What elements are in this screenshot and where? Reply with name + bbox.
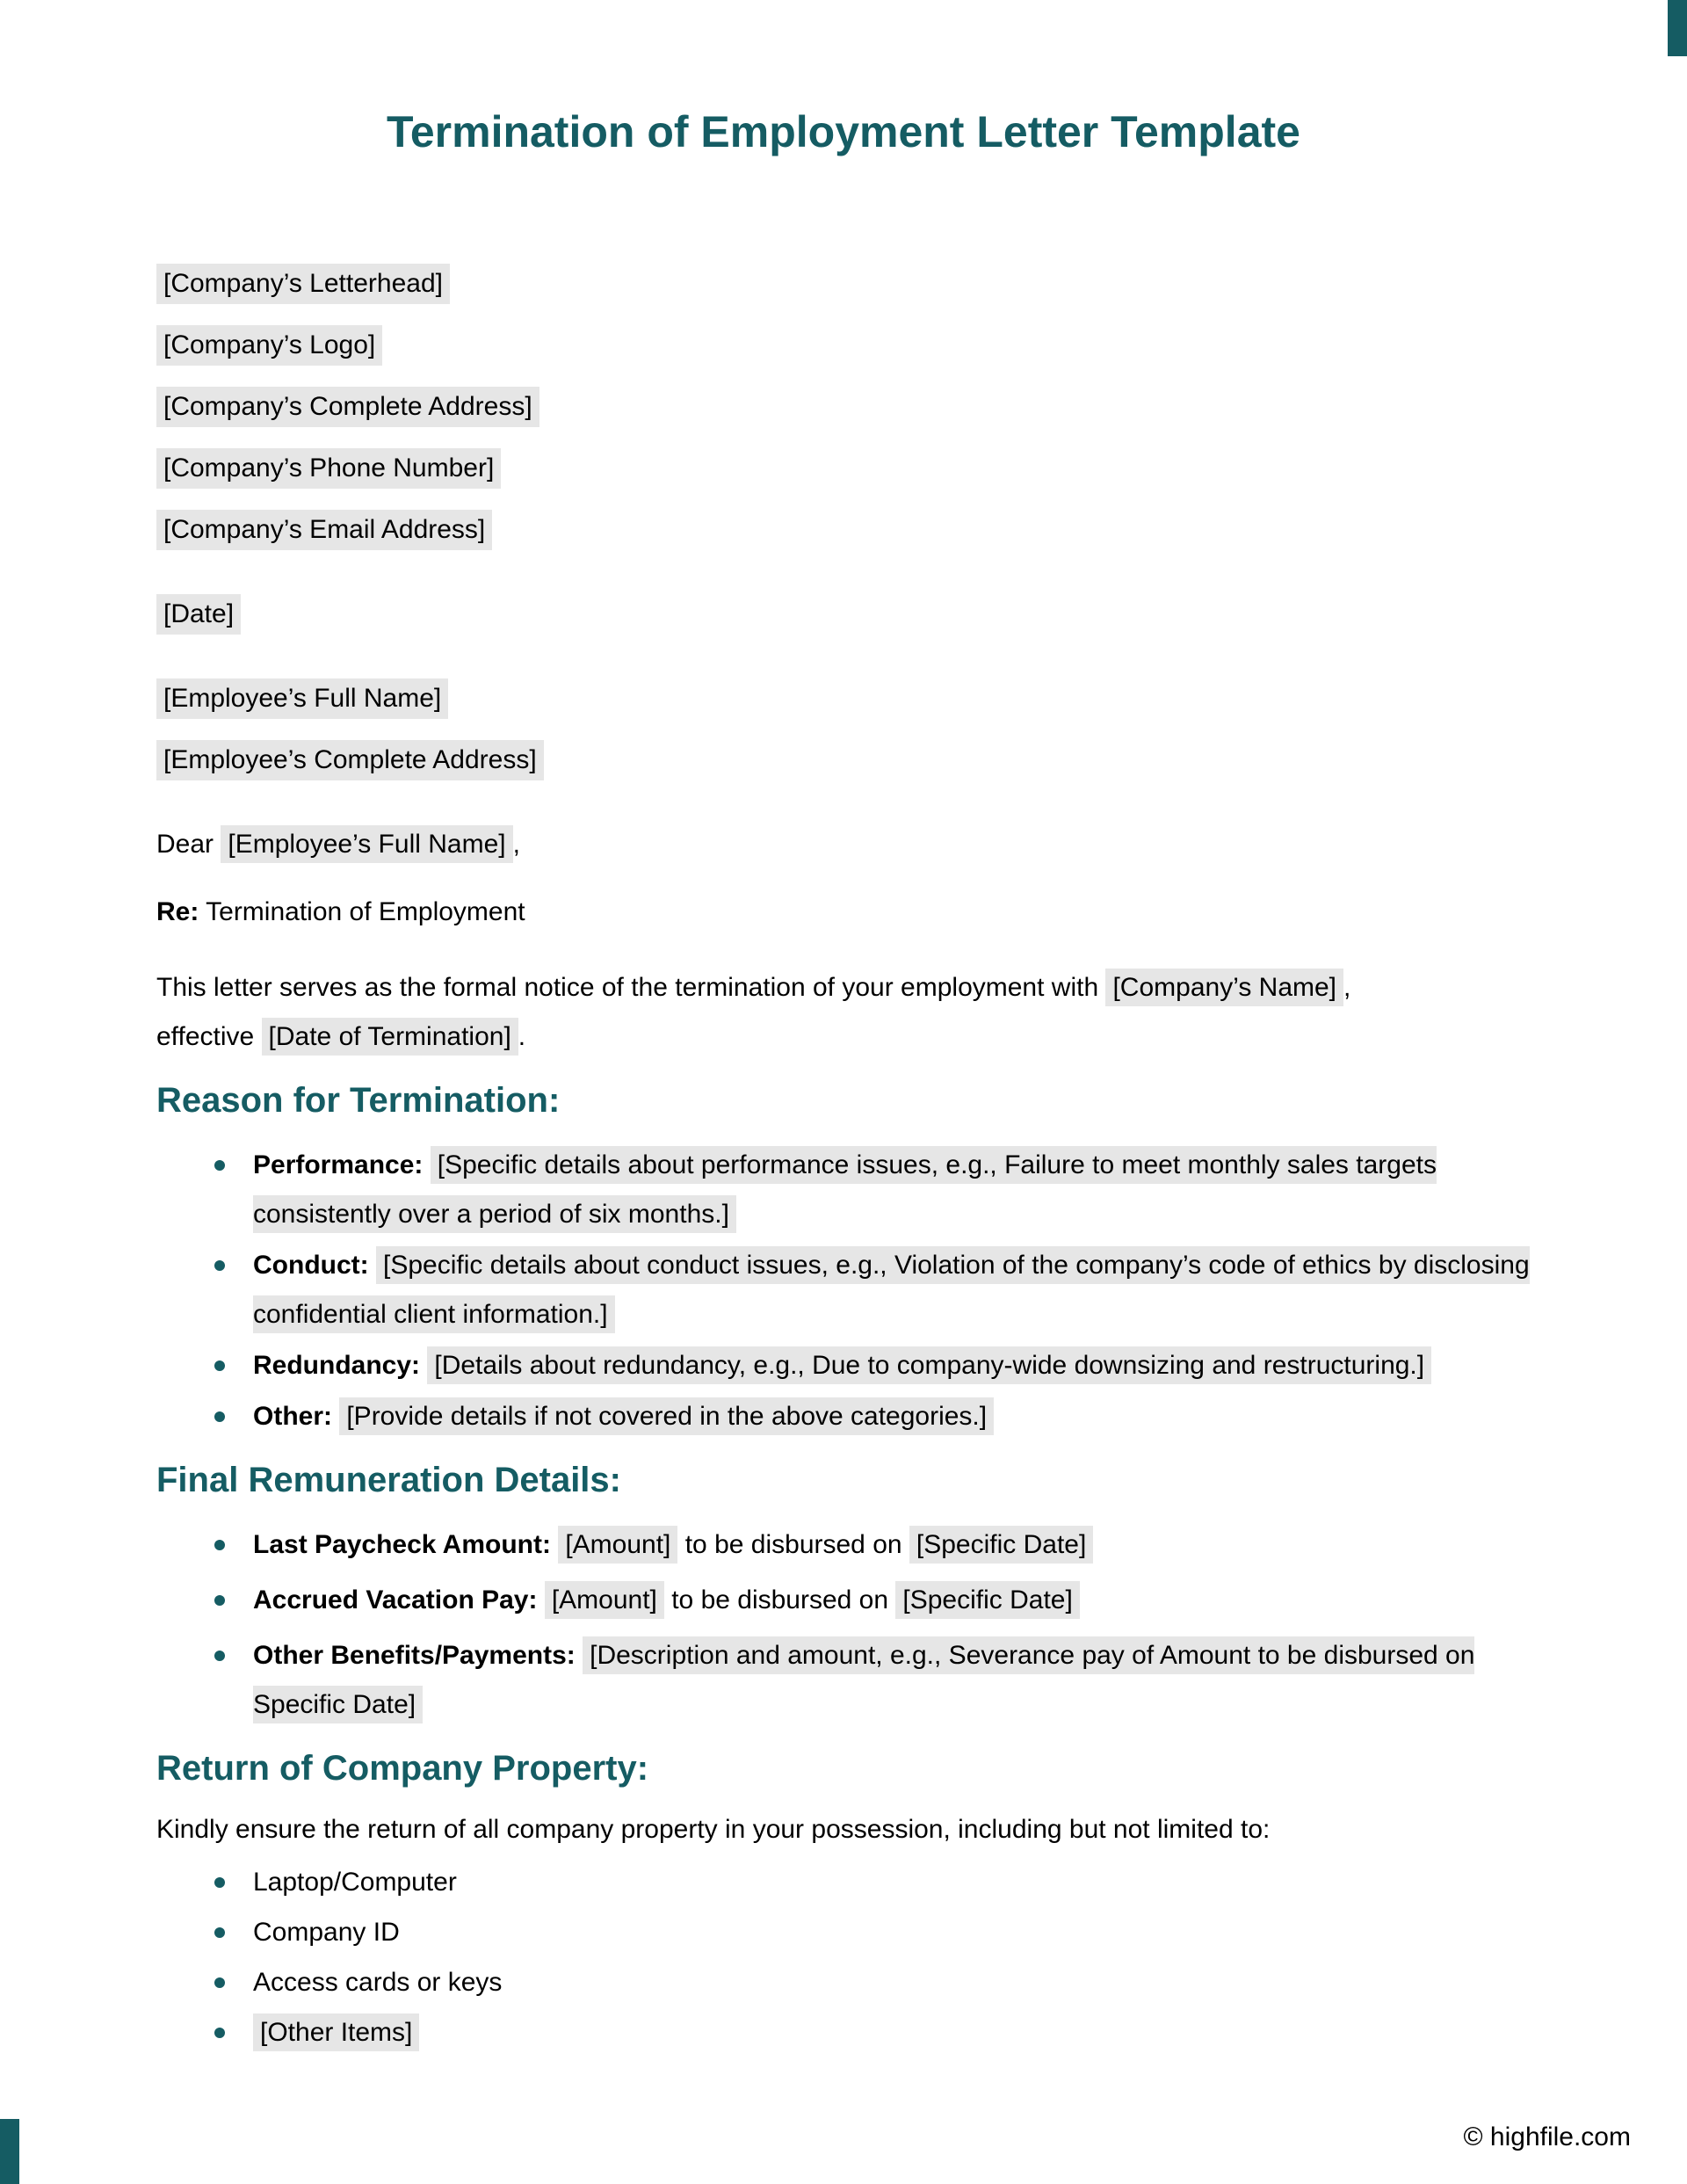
date-placeholder: [Date]: [156, 594, 241, 635]
bullet-item-vacation-pay: [156, 1576, 1589, 1625]
placeholder-highlight: [Provide details if not covered in the above categories.]: [339, 1397, 994, 1435]
company-address-placeholder: [Company’s Complete Address]: [156, 387, 539, 427]
recipient-block: [156, 678, 1589, 780]
corner-accent-bottom-left: [0, 2119, 19, 2184]
reason-bullet-list: [156, 1141, 1589, 1441]
subject-line: [156, 896, 1589, 928]
remuneration-bullet-list: [156, 1520, 1589, 1730]
property-intro-paragraph: Kindly ensure the return of all company property in your possession, including but not limited to:: [156, 1815, 1271, 1844]
placeholder-highlight: [Details about redundancy, e.g., Due to company-wide downsizing and restructuring.]: [427, 1346, 1431, 1384]
bullet-label: Other:: [253, 1402, 332, 1431]
subject-text: Termination of Employment: [199, 897, 525, 926]
footer-credit: © highfile.com: [1463, 2122, 1631, 2151]
termination-date-placeholder: [Date of Termination]: [262, 1018, 518, 1056]
company-email-placeholder: [Company’s Email Address]: [156, 510, 492, 550]
bullet-label: Redundancy:: [253, 1351, 421, 1380]
letterhead-line: [156, 387, 1589, 427]
section-heading-reason: Reason for Termination:: [156, 1081, 561, 1120]
salutation-prefix: Dear: [156, 830, 221, 859]
intro-text: , effective: [156, 973, 1351, 1051]
bullet-item-laptop: [156, 1858, 1589, 1907]
bullet-text: Company ID: [253, 1918, 400, 1947]
other-items-placeholder: [Other Items]: [253, 2013, 419, 2051]
bullet-item-other: [156, 1392, 1589, 1441]
subject-label: Re:: [156, 897, 199, 926]
salutation-line: [156, 824, 1589, 865]
company-phone-placeholder: [Company’s Phone Number]: [156, 448, 501, 489]
recipient-address-line: [156, 740, 1589, 780]
intro-text: .: [518, 1022, 526, 1051]
bullet-item-other-items: [156, 2008, 1589, 2057]
bullet-item-company-id: [156, 1908, 1589, 1957]
employee-name-placeholder: [Employee’s Full Name]: [156, 678, 448, 719]
recipient-name-line: [156, 678, 1589, 719]
letterhead-line: [156, 510, 1589, 550]
bullet-text: to be disbursed on: [677, 1530, 909, 1559]
bullet-item-performance: [156, 1141, 1589, 1239]
letterhead-line: [156, 325, 1589, 366]
company-letterhead-placeholder: [Company’s Letterhead]: [156, 264, 450, 304]
placeholder-highlight: [Specific details about conduct issues, e.g., Violation of the company’s code of ethics by disclosing confidential client information.]: [253, 1246, 1530, 1333]
bullet-label: Performance:: [253, 1150, 424, 1179]
employee-name-placeholder: [Employee’s Full Name]: [221, 825, 512, 863]
bullet-item-last-paycheck: [156, 1520, 1589, 1570]
page-title: Termination of Employment Letter Template: [387, 107, 1300, 156]
intro-paragraph: [156, 963, 1439, 1062]
bullet-item-access-cards: [156, 1958, 1589, 2007]
company-logo-placeholder: [Company’s Logo]: [156, 325, 382, 366]
specific-date-placeholder: [Specific Date]: [909, 1526, 1093, 1564]
letterhead-line: [156, 448, 1589, 489]
letterhead-block: [156, 264, 1589, 550]
salutation-suffix: ,: [512, 830, 520, 859]
property-bullet-list: [156, 1858, 1589, 2057]
bullet-label: Accrued Vacation Pay:: [253, 1585, 538, 1614]
amount-placeholder: [Amount]: [558, 1526, 677, 1564]
section-heading-remuneration: Final Remuneration Details:: [156, 1461, 621, 1499]
description-placeholder: [Description and amount, e.g., Severance pay of Amount to be disbursed on Specific Date]: [253, 1636, 1474, 1723]
letterhead-line: [156, 264, 1589, 304]
bullet-label: Last Paycheck Amount:: [253, 1530, 551, 1559]
bullet-text: Access cards or keys: [253, 1968, 503, 1997]
bullet-text: to be disbursed on: [663, 1585, 896, 1614]
date-line: [156, 594, 1589, 635]
company-name-placeholder: [Company’s Name]: [1105, 969, 1343, 1006]
section-heading-property: Return of Company Property:: [156, 1749, 649, 1788]
bullet-text: Laptop/Computer: [253, 1868, 457, 1897]
employee-address-placeholder: [Employee’s Complete Address]: [156, 740, 544, 780]
letter-content: [156, 0, 1589, 2058]
bullet-label: Conduct:: [253, 1251, 369, 1280]
intro-text: This letter serves as the formal notice of the termination of your employment with: [156, 973, 1106, 1002]
placeholder-highlight: [Specific details about performance issues, e.g., Failure to meet monthly sales targets consistently over a period of six months.]: [253, 1146, 1437, 1233]
specific-date-placeholder: [Specific Date]: [895, 1581, 1079, 1619]
bullet-item-other-benefits: [156, 1631, 1589, 1730]
amount-placeholder: [Amount]: [545, 1581, 664, 1619]
bullet-item-conduct: [156, 1241, 1589, 1339]
bullet-item-redundancy: [156, 1341, 1589, 1390]
bullet-label: Other Benefits/Payments:: [253, 1641, 576, 1670]
